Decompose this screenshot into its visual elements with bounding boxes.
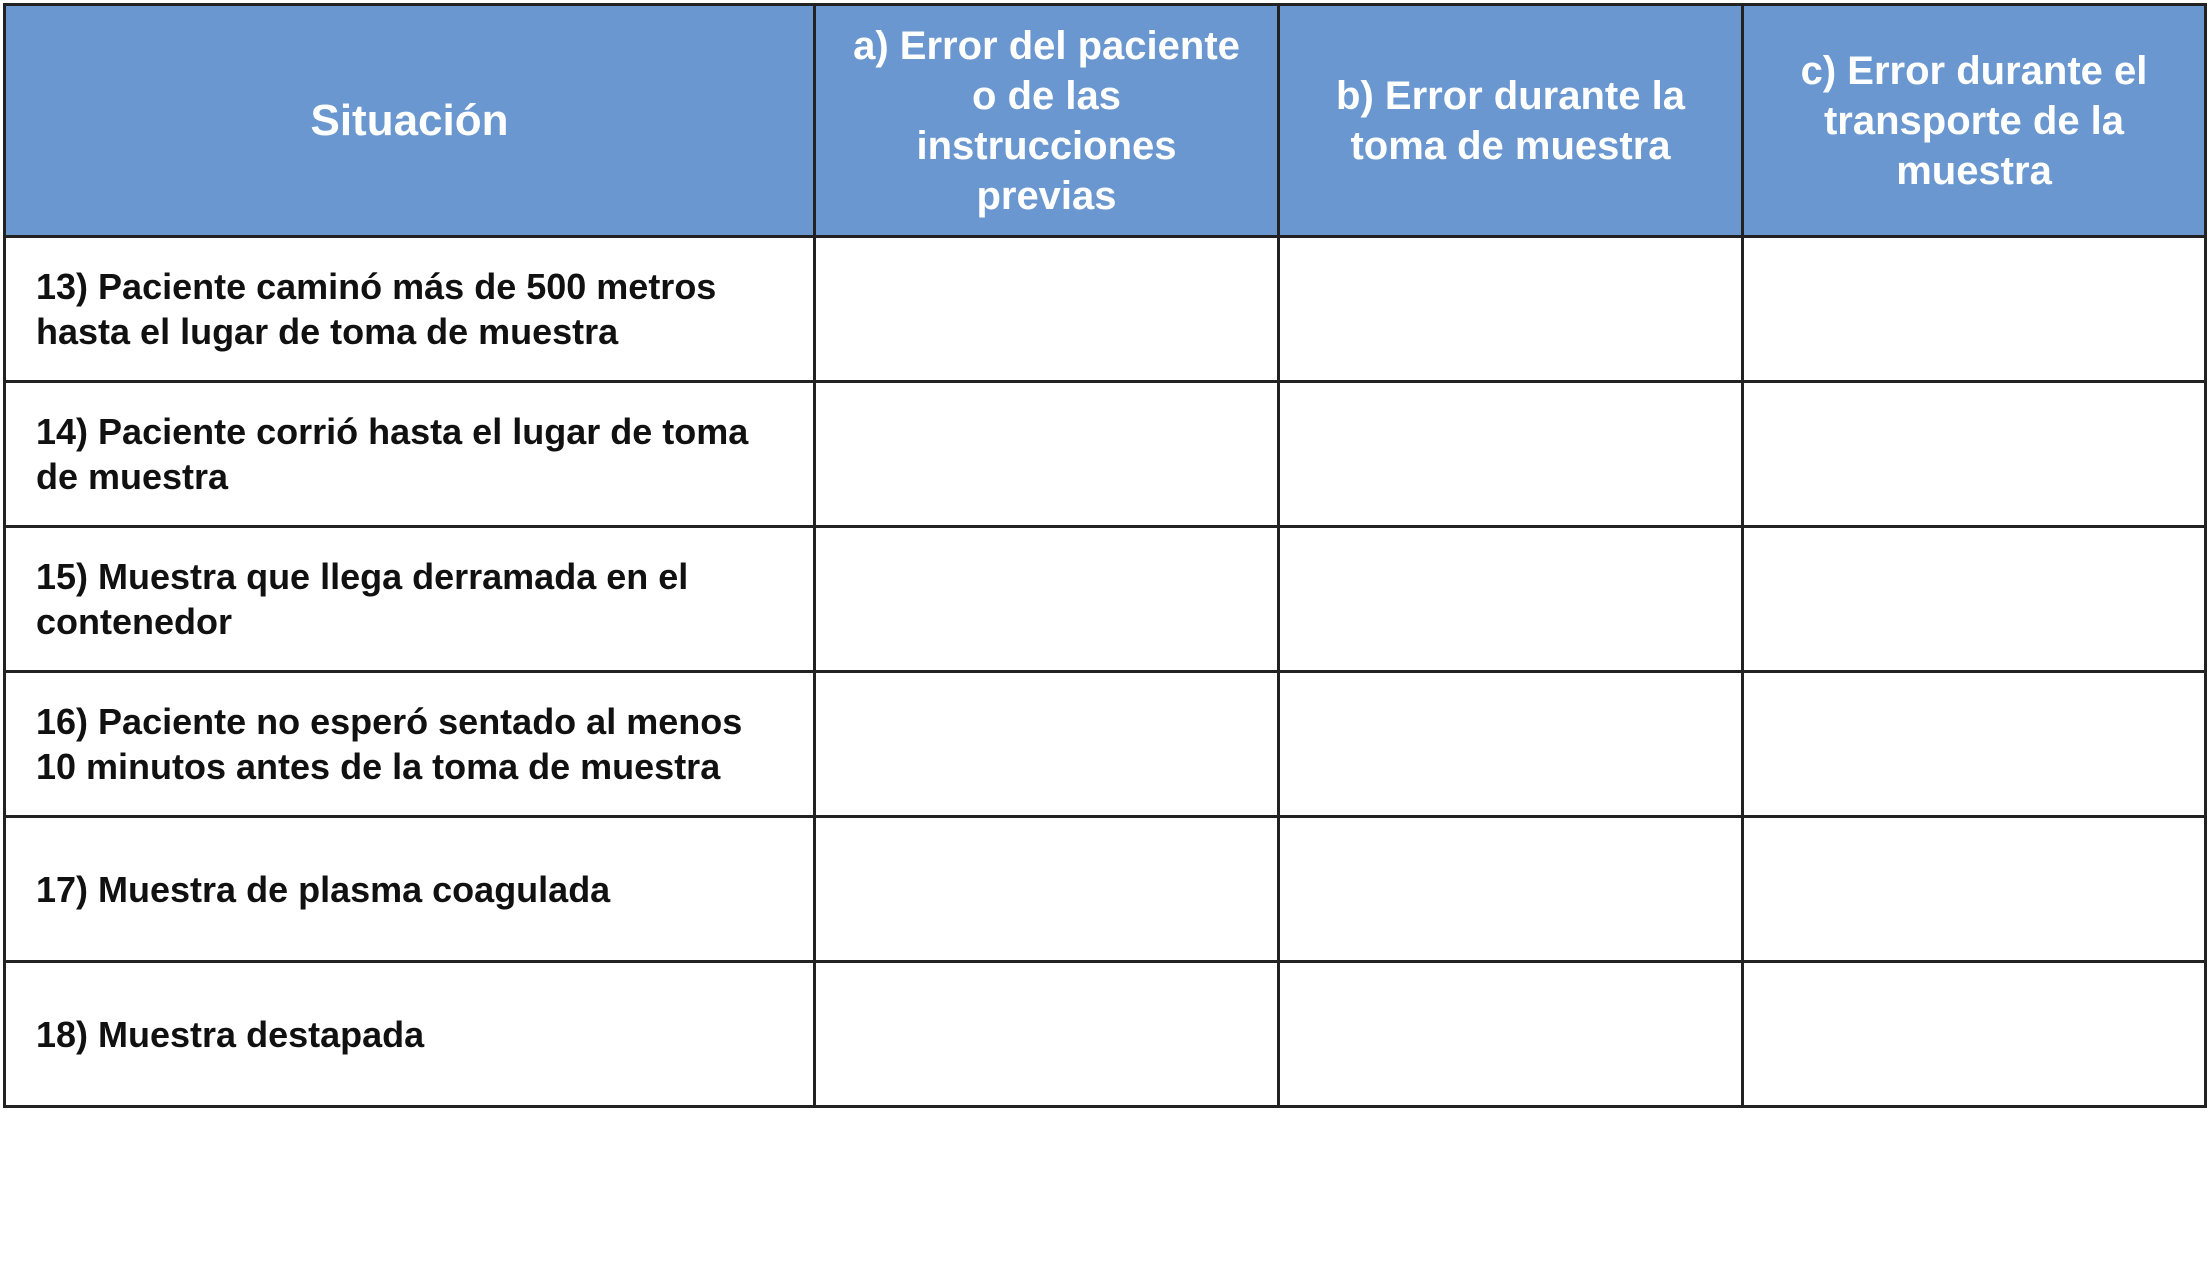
answer-cell-13-c[interactable] bbox=[1743, 237, 2206, 382]
header-situacion: Situación bbox=[5, 5, 815, 237]
classification-worksheet bbox=[3, 3, 2204, 1108]
table-row bbox=[5, 962, 2206, 1107]
answer-cell-15-b[interactable] bbox=[1279, 527, 1743, 672]
situation-17: 17) Muestra de plasma coagulada bbox=[5, 817, 815, 962]
answer-cell-15-c[interactable] bbox=[1743, 527, 2206, 672]
situation-15: 15) Muestra que llega derramada en el contenedor bbox=[5, 527, 815, 672]
situation-13: 13) Paciente caminó más de 500 metros hasta el lugar de toma de muestra bbox=[5, 237, 815, 382]
answer-cell-13-b[interactable] bbox=[1279, 237, 1743, 382]
answer-cell-14-a[interactable] bbox=[815, 382, 1279, 527]
answer-cell-18-c[interactable] bbox=[1743, 962, 2206, 1107]
table-row bbox=[5, 382, 2206, 527]
situation-14: 14) Paciente corrió hasta el lugar de toma de muestra bbox=[5, 382, 815, 527]
answer-cell-14-c[interactable] bbox=[1743, 382, 2206, 527]
answer-cell-16-a[interactable] bbox=[815, 672, 1279, 817]
situation-16: 16) Paciente no esperó sentado al menos 10 minutos antes de la toma de muestra bbox=[5, 672, 815, 817]
answer-cell-16-b[interactable] bbox=[1279, 672, 1743, 817]
table-header-row bbox=[5, 5, 2206, 237]
header-error-transporte: c) Error durante el transporte de la muestra bbox=[1743, 5, 2206, 237]
table-row bbox=[5, 527, 2206, 672]
answer-cell-16-c[interactable] bbox=[1743, 672, 2206, 817]
answer-cell-14-b[interactable] bbox=[1279, 382, 1743, 527]
answer-cell-15-a[interactable] bbox=[815, 527, 1279, 672]
table-row bbox=[5, 672, 2206, 817]
header-error-paciente: a) Error del paciente o de las instrucciones previas bbox=[815, 5, 1279, 237]
answer-cell-17-b[interactable] bbox=[1279, 817, 1743, 962]
situation-classification-table bbox=[3, 3, 2207, 1108]
answer-cell-18-b[interactable] bbox=[1279, 962, 1743, 1107]
table-row bbox=[5, 237, 2206, 382]
answer-cell-18-a[interactable] bbox=[815, 962, 1279, 1107]
answer-cell-13-a[interactable] bbox=[815, 237, 1279, 382]
table-row bbox=[5, 817, 2206, 962]
answer-cell-17-a[interactable] bbox=[815, 817, 1279, 962]
situation-18: 18) Muestra destapada bbox=[5, 962, 815, 1107]
answer-cell-17-c[interactable] bbox=[1743, 817, 2206, 962]
header-error-toma-muestra: b) Error durante la toma de muestra bbox=[1279, 5, 1743, 237]
